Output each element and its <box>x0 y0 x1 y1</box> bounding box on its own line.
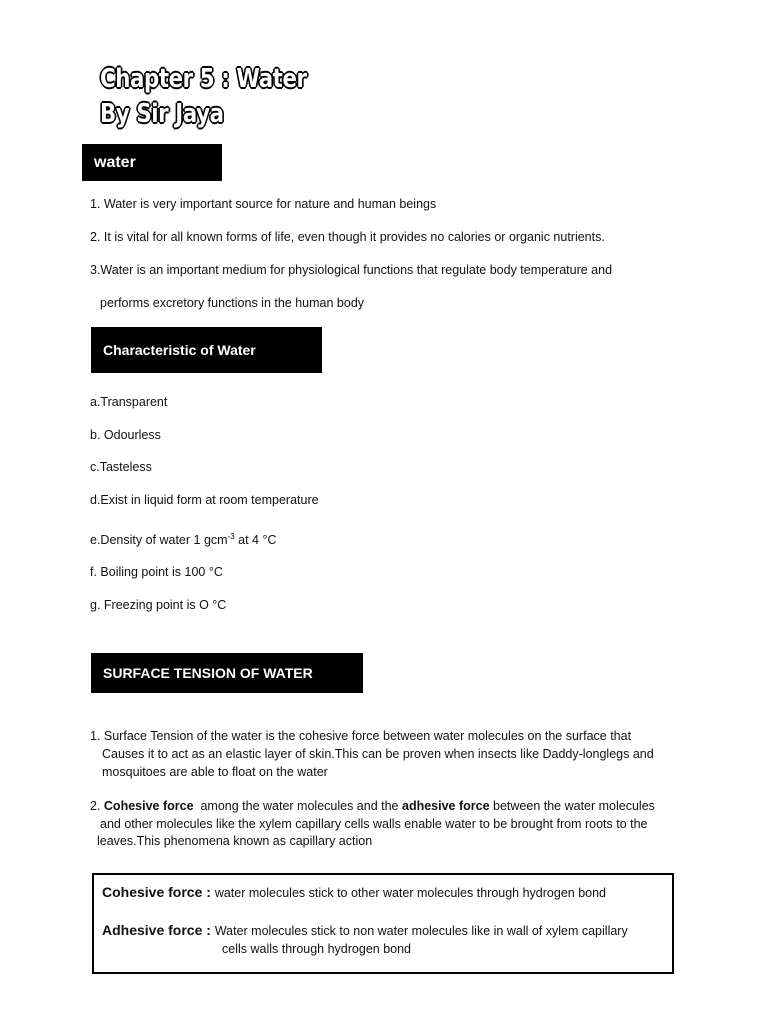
section-heading-characteristics: Characteristic of Water <box>91 327 322 373</box>
para2-cohesive-term: Cohesive force <box>103 799 194 813</box>
density-prefix: e.Density of water 1 gcm <box>90 533 228 548</box>
adhesive-term: Adhesive force <box>102 922 203 938</box>
density-suffix: at 4 °C <box>234 533 277 548</box>
characteristic-item: a.Transparent <box>90 395 168 409</box>
characteristic-item: b. Odourless <box>90 428 161 442</box>
cohesive-text: water molecules stick to other water molecules through hydrogen bond <box>214 886 607 900</box>
surface-tension-para2-line1 <box>90 797 655 815</box>
surface-tension-para1-line1: 1. Surface Tension of the water is the cohesive force between water molecules on the surface that <box>90 729 632 743</box>
surface-tension-para2-line3: leaves.This phenomena known as capillary action <box>97 834 373 848</box>
para2-rest: between the water molecules <box>489 799 655 813</box>
section-heading-water: water <box>82 144 222 181</box>
cohesive-term: Cohesive force <box>102 884 203 900</box>
cohesive-definition <box>102 883 606 902</box>
adhesive-definition-continued: cells walls through hydrogen bond <box>222 942 412 956</box>
water-point-2: 2. It is vital for all known forms of life, even though it provides no calories or organic nutrients. <box>90 230 605 244</box>
para2-number: 2. <box>90 799 104 813</box>
chapter-title: Chapter 5 : Water <box>100 64 307 94</box>
adhesive-separator: : <box>202 922 215 938</box>
surface-tension-para2-line2: and other molecules like the xylem capillary cells walls enable water to be brought from roots to the <box>100 817 648 831</box>
surface-tension-para1-line3: mosquitoes are able to float on the water <box>102 765 328 779</box>
characteristic-item: g. Freezing point is O °C <box>90 598 227 612</box>
cohesive-separator: : <box>202 884 215 900</box>
characteristic-item: f. Boiling point is 100 °C <box>90 565 223 579</box>
adhesive-text: Water molecules stick to non water molecules like in wall of xylem capillary <box>214 924 628 938</box>
surface-tension-para1-line2: Causes it to act as an elastic layer of skin.This can be proven when insects like Daddy-longlegs and <box>102 747 654 761</box>
section-heading-surface-tension: SURFACE TENSION OF WATER <box>91 653 363 693</box>
characteristic-item: c.Tasteless <box>90 460 152 474</box>
water-point-3: 3.Water is an important medium for physiological functions that regulate body temperature and <box>90 263 613 277</box>
density-exponent: -3 <box>227 532 235 541</box>
water-point-3-continued: performs excretory functions in the human body <box>100 296 365 310</box>
water-point-1: 1. Water is very important source for nature and human beings <box>90 197 437 211</box>
characteristic-item-density <box>90 528 277 549</box>
para2-adhesive-term: adhesive force <box>402 799 490 813</box>
characteristic-item: d.Exist in liquid form at room temperature <box>90 493 319 507</box>
adhesive-definition <box>102 921 628 940</box>
para2-mid: among the water molecules and the <box>193 799 402 813</box>
author-line: By Sir Jaya <box>100 99 224 129</box>
